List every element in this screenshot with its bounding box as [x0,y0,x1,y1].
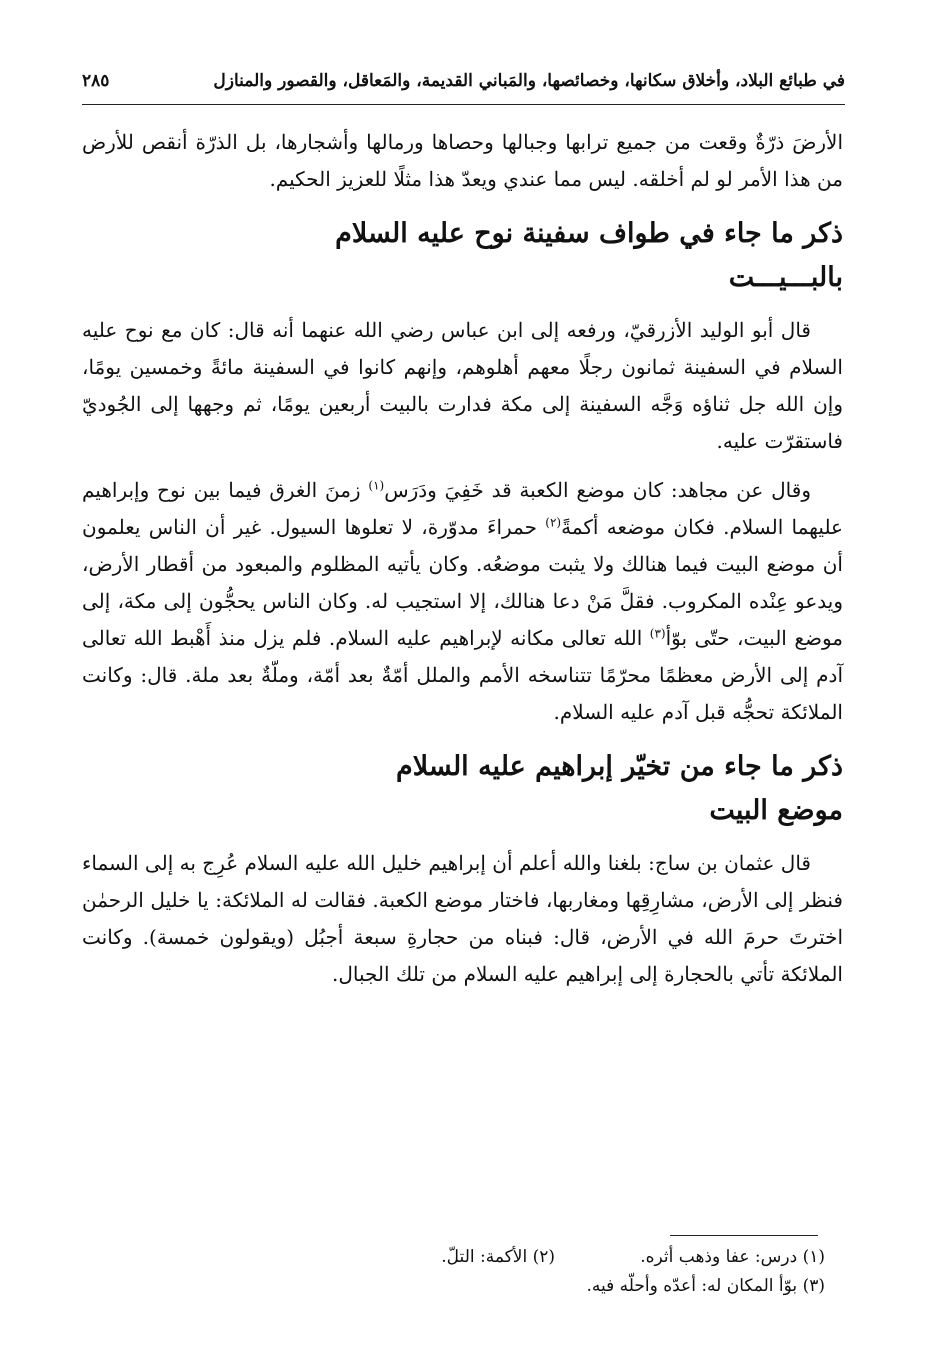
footnote: (٢) الأكمة: التلّ. [441,1247,555,1267]
intro-line: الأرضَ ذرّةٌ وقعت من جميع ترابها وجبالها وحصاها ورمالها وأشجارها، بل الذرّة [195,130,843,154]
footnote-divider [670,1235,818,1236]
section-heading [82,745,843,833]
intro-paragraph [82,124,843,198]
paragraph: قال أبو الوليد الأزرقيّ، ورفعه إلى ابن عباس رضي الله عنهما أنه قال: كان مع نوح عليه السلام في السفينة ثمانون رجلًا معهم أهلوهم، وإنهم كانوا في السفينة مائةً وخمسين يومًا، وإن الله جل ثناؤه وَجَّه السفينة إلى مكة فدارت بالبيت أربعين يومًا، ثم وجهها إلى الجُوديّ فاستقرّت عليه. [82,318,843,453]
footnotes [250,1243,825,1301]
section-heading [82,212,843,300]
intro-line: أنقص للأرض من هذا الأمر لو لم أخلقه. ليس مما عندي ويعدّ هذا مثلًا للعزيز [82,130,843,191]
footnote-row [250,1272,825,1301]
section-heading-line: بالبـــيـــت [728,262,843,293]
header-divider [82,104,845,105]
footnote-row [250,1243,825,1272]
paragraph [82,472,843,731]
paragraph-text: حمراءَ مدوّرة، لا تعلوها السيول. غير أن الناس يعلمون أن موضع البيت فيما هنالك ولا يثبت موضعُه. وكان يأتيه المظلوم والمبعود من أقطار الأرض، ويدعو عِنْده المكروب. فقلَّ مَنْ دعا هنالك، إلا استجيب له. وكان الناس يحجُّون إلى مكة، إلى موضع البيت، حتّى بوّأ [82,515,843,650]
footnote: (١) درس: عفا وذهب أثره. [640,1247,825,1267]
running-header [82,64,845,98]
running-title: في طبائع البلاد، وأخلاق سكانها، وخصائصها، والمَباني القديمة، والمَعاقل، والقصور والمنازل [213,71,845,91]
section-heading-line: ذكر ما جاء في طواف سفينة نوح عليه السلام [335,218,843,249]
paragraph-text: وقال عن مجاهد: كان موضع الكعبة قد خَفِيَ ودَرَس [384,478,811,502]
section-heading-line: ذكر ما جاء من تخيّر إبراهيم عليه السلام [396,751,843,782]
footnote: (٣) بوّأ المكان له: أعدّه وأحلّه فيه. [586,1276,825,1296]
paragraph: قال عثمان بن ساج: بلغنا والله أعلم أن إبراهيم خليل الله عليه السلام عُرِج به إلى السماء فنظر إلى الأرض، مشارِقِها ومغاربها، فاختار موضع الكعبة. فقالت له الملائكة: يا خليل الرحمٰن اخترتَ حرمَ الله في الأرض، قال: فبناه من حجارةِ سبعة أجبُل (ويقولون خمسة). وكانت الملائكة تأتي بالحجارة إلى إبراهيم عليه السلام من تلك الجبال. [82,851,843,986]
footnote-reference[interactable]: (١) [368,478,385,493]
intro-line: الحكيم. [269,167,331,191]
paragraph-text: زمنَ الغرق فيما بين نوح وإبراهيم عليهما السلام. فكان موضعه أكمةً [82,478,843,539]
footnote-reference[interactable]: (٣) [649,626,666,641]
paragraph-text: الله تعالى مكانه لإبراهيم عليه السلام. فلم يزل منذ أَهْبط الله تعالى آدم إلى الأرض معظمًا محرّمًا تتناسخه الأمم والملل أمّةٌ بعد أمّة، وملّةٌ بعد ملة. قال: وكانت الملائكة تحجُّه قبل آدم عليه السلام. [82,626,844,724]
page-number: ٢٨٥ [82,71,110,91]
main-text [82,124,843,993]
section-heading-line: موضع البيت [709,795,843,826]
footnote-reference[interactable]: (٢) [545,515,562,530]
